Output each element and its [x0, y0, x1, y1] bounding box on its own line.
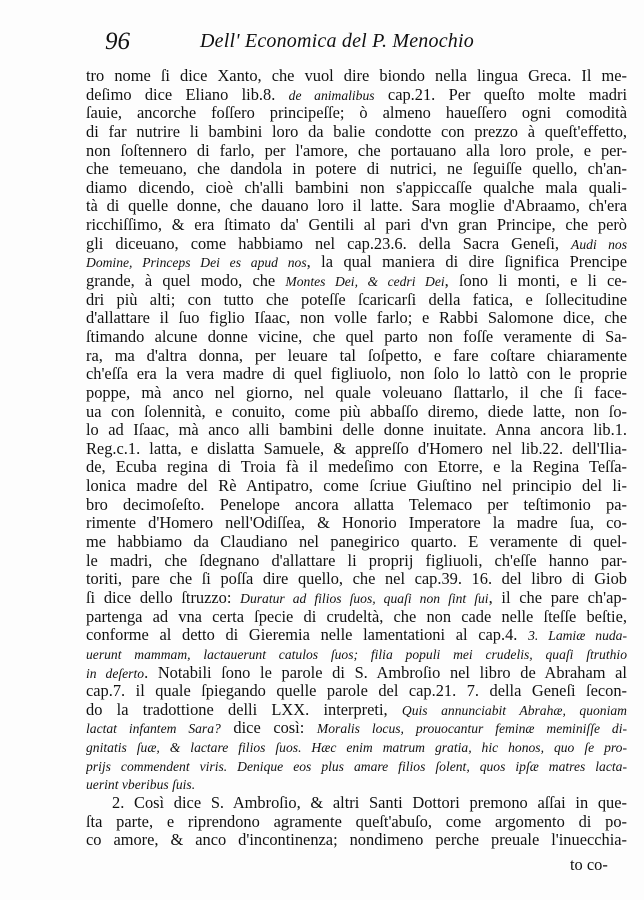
running-title: Dell' Economica del P. Menochio	[200, 30, 474, 52]
text-line	[86, 179, 627, 198]
latin-quotation: Duratur ad filios ſuos, quaſi non ſint ſui	[240, 590, 489, 606]
text-segment: do la tradottione delli LXX. interpreti,	[86, 700, 402, 719]
text-line	[86, 291, 627, 310]
text-segment: deſimo dice Eliano lib.8.	[86, 85, 289, 104]
text-line	[86, 86, 627, 105]
text-segment: dice così:	[220, 719, 317, 738]
text-segment: ra, ma d'altra donna, per leuare tal ſoſpetto, e fare coſtare chiaramente	[86, 346, 627, 365]
text-segment: di far nutrire li bambini loro da balie condotte con prezzo à queſt'effetto,	[86, 122, 627, 141]
text-line	[86, 477, 627, 496]
text-line	[86, 272, 627, 291]
latin-quotation: lactat infantem Sara?	[86, 721, 221, 737]
latin-quotation: uerunt mammam, lactauerunt catulos ſuos; filia populi mei crudelis, quaſi ſtruthio	[86, 646, 627, 662]
text-segment: le madri, che ſdegnano d'allattare li proprij figliuoli, ch'eſſe hanno par-	[86, 551, 627, 570]
text-line	[86, 682, 627, 701]
text-line	[86, 719, 627, 738]
latin-quotation: Moralis locus, prouocantur feminæ meminiſſe di-	[316, 721, 627, 737]
text-line	[86, 589, 627, 608]
text-line	[86, 664, 627, 683]
text-segment: diamo dicendo, cioè ch'alli bambini non s'appiccaſſe qualche mala quali-	[86, 178, 627, 197]
text-segment: ſauie, ancorche foſſero principeſſe; ò almeno haueſſero ogni comodità	[86, 104, 627, 123]
text-segment: non ſoſtennero di farlo, per l'amore, che portauano alla loro prole, e per-	[86, 141, 627, 160]
text-segment: lo ad Iſaac, mà anco alli bambini delle donne inuitate. Anna ancora lib.1.	[86, 421, 627, 440]
text-line	[86, 813, 627, 832]
text-line	[86, 309, 627, 328]
text-line	[86, 235, 627, 254]
text-line	[86, 253, 627, 272]
text-line	[86, 775, 627, 794]
text-segment: tà di quelle donne, che dauano loro il latte. Sara moglie d'Abraamo, ch'era	[86, 197, 627, 216]
text-line	[86, 347, 627, 366]
text-segment: , la qual maniera di dire ſignifica Prencipe	[306, 253, 627, 272]
text-line	[86, 757, 627, 776]
text-segment: bro decimoſeſto. Penelope ancora allatta Telemaco per teſtimonio pa-	[86, 495, 627, 514]
text-segment: cap.7. il quale ſpiegando quelle parole del cap.21. 7. della Geneſi ſecon-	[86, 682, 627, 701]
text-line	[86, 738, 627, 757]
text-line	[86, 533, 627, 552]
text-line	[86, 570, 627, 589]
text-segment: ſi dice dello ſtruzzo:	[86, 588, 241, 607]
text-segment: , il che pare ch'ap-	[488, 588, 627, 607]
text-line	[86, 365, 627, 384]
text-segment: partenga ad vna certa ſpecie di crudeltà, che non cade nelle ſteſſe beſtie,	[86, 607, 627, 626]
text-line	[86, 197, 627, 216]
text-line	[86, 794, 627, 813]
text-line	[86, 142, 627, 161]
text-line	[86, 458, 627, 477]
text-segment: d'allattare il ſuo figlio Iſaac, non volle farlo; e Rabbi Salomone dice, che	[86, 309, 627, 328]
text-line	[86, 123, 627, 142]
latin-quotation: Audi nos	[571, 236, 627, 252]
text-line	[86, 104, 627, 123]
text-line	[86, 440, 627, 459]
text-segment: che temeuano, che dandola in potere di nutrici, ne ſeguiſſe quello, ch'an-	[86, 160, 627, 179]
text-segment: ſta parte, e riprendono agramente queſt'abuſo, come argomento di po-	[86, 812, 627, 831]
text-line	[86, 831, 627, 850]
text-line	[86, 67, 627, 86]
text-line	[86, 216, 627, 235]
text-line	[86, 626, 627, 645]
text-segment: poppe, mà anco nel giorno, nel quale voleuano ſlattarlo, il che ſi face-	[86, 383, 627, 402]
text-segment: rimente d'Homero nell'Odiſſea, & Honorio Imperatore la madre ſua, co-	[86, 514, 627, 533]
text-segment: lonica madre del Rè Antipatro, come ſcriue Giuſtino nel principio del li-	[86, 477, 627, 496]
text-segment: , ſono li monti, e li ce-	[444, 272, 627, 291]
latin-quotation: gnitatis ſuæ, & lactare filios ſuos. Hæc enim matrum gratia, hic honos, quo ſe pro-	[86, 740, 627, 756]
text-line	[86, 384, 627, 403]
text-segment: conforme al detto di Gieremia nelle lamentationi al cap.4.	[86, 626, 529, 645]
body-text	[86, 67, 627, 850]
text-line	[86, 701, 627, 720]
text-line	[86, 421, 627, 440]
text-segment: tro nome ſi dice Xanto, che vuol dire biondo nella lingua Greca. Il me-	[86, 67, 627, 85]
text-line	[86, 496, 627, 515]
text-segment: Reg.c.1. latta, e dislatta Samuele, & appreſſo d'Homero nel lib.22. dell'Ilia-	[86, 439, 627, 458]
latin-quotation: uerint vberibus ſuis.	[86, 777, 196, 793]
text-segment: 2. Così dice S. Ambroſio, & altri Santi Dottori premono aſſai in que-	[112, 793, 627, 812]
text-segment: . Notabili ſono le parole di S. Ambroſio nel libro de Abraham al	[144, 663, 627, 682]
text-segment: grande, à quel modo, che	[86, 272, 286, 291]
latin-quotation: de animalibus	[288, 87, 375, 103]
latin-quotation: Quis annunciabit Abrahæ, quoniam	[401, 702, 627, 718]
text-line	[86, 403, 627, 422]
catchword: to co-	[570, 855, 608, 874]
text-segment: ricchiſſimo, & era ſtimato da' Gentili al pari d'vn gran Principe, che però	[86, 216, 627, 235]
text-segment: me habbiamo da Claudiano nel panegirico quarto. E veramente di quel-	[86, 533, 627, 552]
text-line	[86, 552, 627, 571]
text-line	[86, 160, 627, 179]
text-line	[86, 645, 627, 664]
text-segment: cap.21. Per queſto molte madri	[374, 85, 627, 104]
latin-quotation: in deſerto	[86, 665, 145, 681]
text-line	[86, 328, 627, 347]
text-segment: dri più alti; con tutto che poteſſe ſcaricarſi della fatica, e ſollecitudine	[86, 290, 627, 309]
latin-quotation: Domine, Princeps Dei es apud nos	[86, 255, 307, 271]
text-line	[86, 608, 627, 627]
text-segment: co amore, & anco d'incontinenza; nondimeno perche preuale l'inuecchia-	[86, 831, 627, 850]
text-segment: gli diceuano, come habbiamo nel cap.23.6. della Sacra Geneſi,	[86, 234, 572, 253]
text-segment: ch'eſſa era la vera madre di quel figliuolo, non ſolo lo lattò con le proprie	[86, 365, 627, 384]
text-segment: de, Ecuba regina di Troia fà il medeſimo con Etorre, e la Regina Teſſa-	[86, 458, 627, 477]
text-segment: ua con ſolennità, e conuito, come più abbaſſo diremo, diede latte, non ſo-	[86, 402, 627, 421]
latin-quotation: Montes Dei, & cedri Dei	[285, 274, 445, 290]
latin-quotation: 3. Lamiæ nuda-	[528, 628, 627, 644]
page-number: 96	[105, 28, 130, 55]
latin-quotation: prijs commendent viris. Denique eos plus amare filios ſolent, quos ipſæ matres lacta-	[86, 758, 627, 774]
text-line	[86, 514, 627, 533]
text-segment: toriti, pare che ſi poſſa dire quello, che nel cap.39. 16. del libro di Giob	[86, 570, 627, 589]
text-segment: ſtimando alcune donne vicine, che quel parto non foſſe veramente di Sa-	[86, 327, 627, 346]
